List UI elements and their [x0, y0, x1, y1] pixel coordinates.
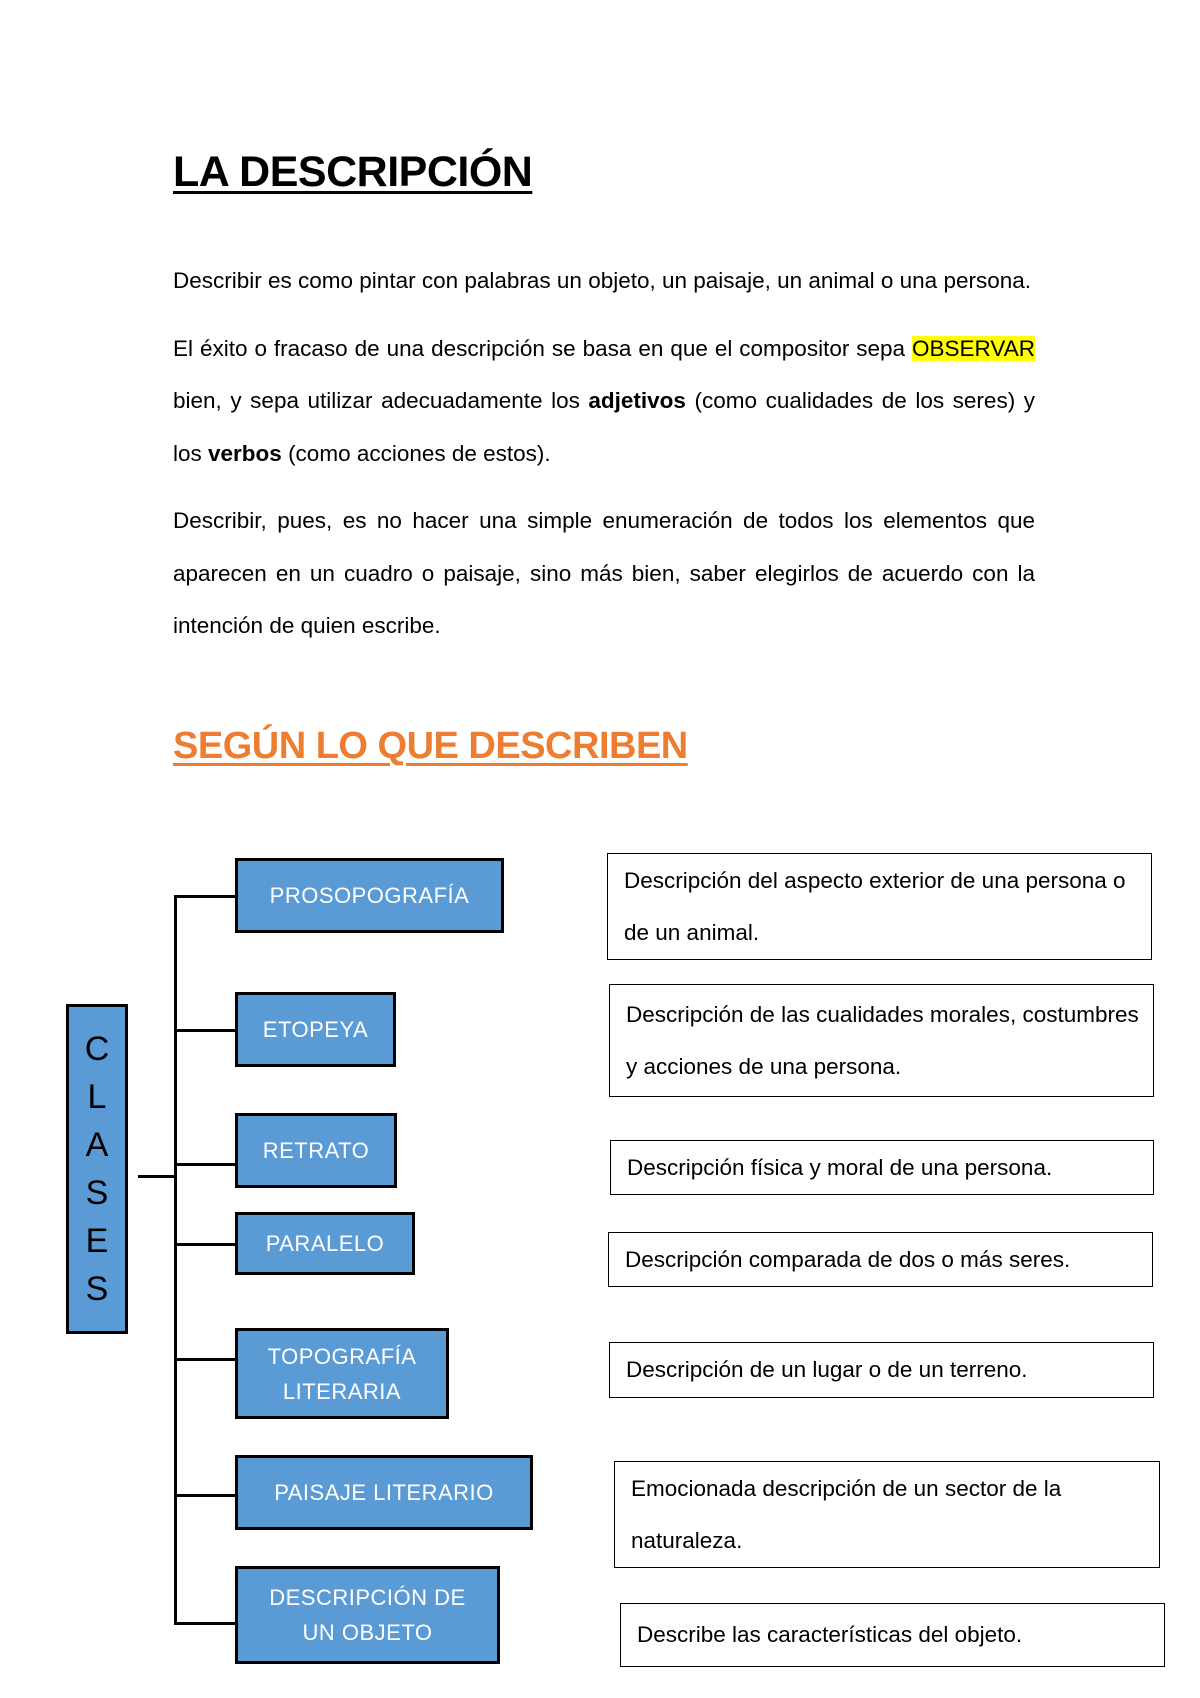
root-letter: S	[85, 1270, 109, 1308]
description-box-topografia-literaria	[609, 1342, 1154, 1398]
description-box-paralelo	[608, 1232, 1153, 1287]
paragraph-2-part-d: (como acciones de estos).	[281, 440, 551, 466]
branch-line	[174, 1622, 237, 1625]
root-letter: L	[87, 1078, 107, 1116]
class-box-etopeya: ETOPEYA	[235, 992, 396, 1067]
description-text: Descripción de un lugar o de un terreno.	[626, 1357, 1028, 1382]
description-text: Descripción comparada de dos o más seres.	[625, 1246, 1071, 1272]
description-box-descripcion-de-un-objeto	[620, 1603, 1165, 1667]
description-text: Describe las características del objeto.	[637, 1622, 1023, 1647]
paragraph-2-part-a: El éxito o fracaso de una descripción se basa en que el compositor sepa	[173, 335, 913, 361]
branch-line	[174, 1029, 237, 1032]
class-box-label: DESCRIPCIÓN DE UN OBJETO	[269, 1585, 466, 1645]
root-letter: A	[85, 1126, 109, 1164]
bold-verbos: verbos	[208, 440, 282, 466]
class-box-topografia-literaria	[235, 1328, 449, 1419]
description-box-prosopografia	[607, 853, 1152, 960]
paragraph-2	[173, 323, 1035, 481]
description-text: Descripción del aspecto exterior de una persona o de un animal.	[624, 867, 1126, 945]
description-text: Descripción física y moral de una persona.	[627, 1154, 1053, 1180]
branch-line	[174, 1163, 237, 1166]
paragraph-2-part-c: (como cualidades de los seres) y los	[173, 388, 1036, 466]
root-letter: C	[84, 1030, 110, 1068]
branch-line	[174, 1243, 237, 1246]
paragraph-3: Describir, pues, es no hacer una simple enumeración de todos los elementos que aparecen en un cuadro o paisaje, sino más bien, saber elegirlos de acuerdo con la intención de quien escribe.	[173, 508, 1035, 638]
page-title: LA DESCRIPCIÓN	[173, 148, 533, 196]
description-box-paisaje-literario	[614, 1461, 1160, 1568]
description-box-etopeya	[609, 984, 1154, 1097]
branch-line	[174, 1358, 237, 1361]
paragraph-2-part-b: bien, y sepa utilizar adecuadamente los	[173, 388, 589, 413]
description-text: Emocionada descripción de un sector de la naturaleza.	[631, 1475, 1062, 1553]
class-box-prosopografia: PROSOPOGRAFÍA	[235, 858, 504, 933]
description-text: Descripción de las cualidades morales, costumbres y acciones de una persona.	[626, 1001, 1139, 1079]
bold-adjetivos: adjetivos	[588, 388, 686, 413]
class-box-retrato: RETRATO	[235, 1113, 397, 1188]
section-title: SEGÚN LO QUE DESCRIBEN	[173, 725, 688, 767]
branch-line	[174, 895, 237, 898]
body-text	[173, 255, 1035, 668]
branch-line	[174, 1494, 237, 1497]
trunk-line	[174, 897, 177, 1624]
class-box-paisaje-literario: PAISAJE LITERARIO	[235, 1455, 533, 1530]
root-connector-line	[138, 1175, 176, 1178]
class-box-paralelo: PARALELO	[235, 1212, 415, 1275]
class-box-descripcion-de-un-objeto	[235, 1566, 500, 1664]
description-box-retrato	[610, 1140, 1154, 1195]
paragraph-1: Describir es como pintar con palabras un objeto, un paisaje, un animal o una persona.	[173, 268, 1032, 293]
root-letter: S	[85, 1174, 109, 1212]
highlight-observar: OBSERVAR	[912, 335, 1035, 361]
clases-root-box	[66, 1004, 128, 1334]
class-box-label: TOPOGRAFÍA LITERARIA	[267, 1343, 417, 1404]
root-letter: E	[85, 1222, 109, 1260]
